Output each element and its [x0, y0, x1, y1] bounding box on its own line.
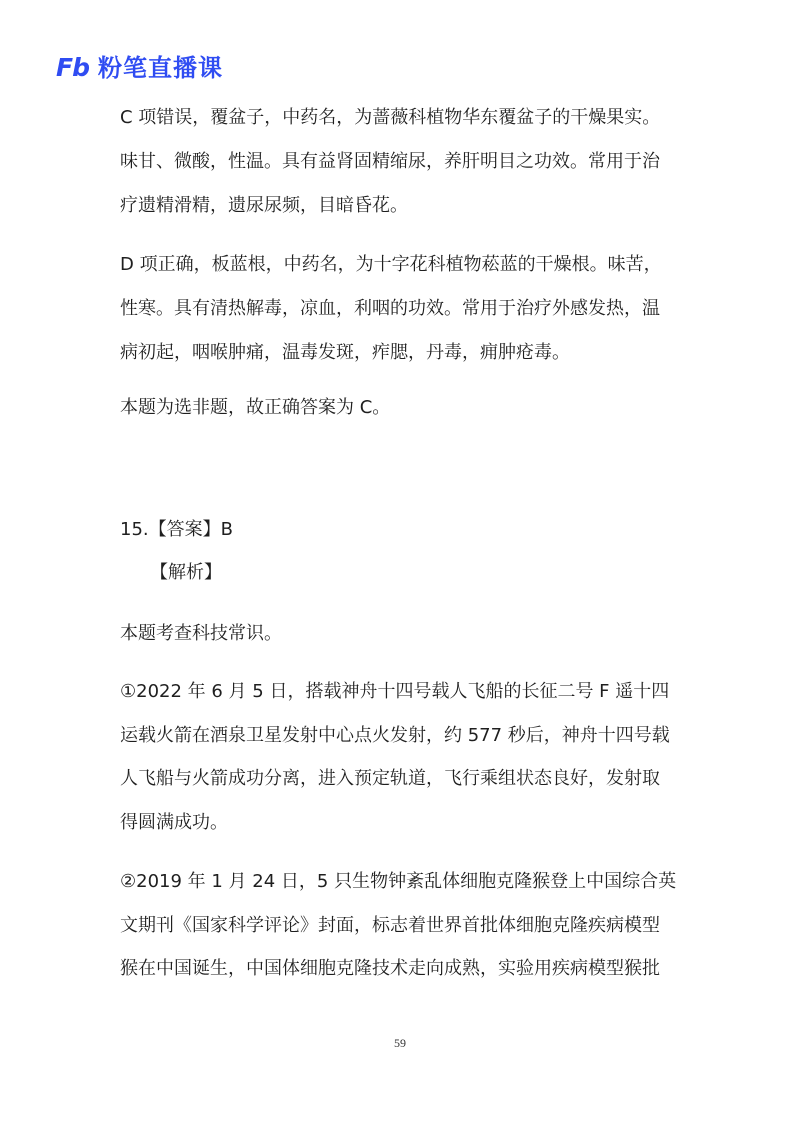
- text-line: 人飞船与火箭成功分离，进入预定轨道，飞行乘组状态良好，发射取: [120, 768, 660, 789]
- item-1-paragraph: [120, 670, 690, 844]
- conclusion-paragraph: [120, 386, 690, 430]
- option-d-paragraph: [120, 243, 690, 375]
- text-line: ②2019 年 1 月 24 日，5 只生物钟紊乱体细胞克隆猴登上中国综合英: [120, 871, 677, 892]
- text-line: D 项正确，板蓝根，中药名，为十字花科植物菘蓝的干燥根。味苦，: [120, 254, 662, 275]
- item-2-paragraph: [120, 860, 690, 991]
- text-line: 味甘、微酸，性温。具有益肾固精缩尿，养肝明目之功效。常用于治: [120, 151, 660, 172]
- text-line: 性寒。具有清热解毒，凉血，利咽的功效。常用于治疗外感发热，温: [120, 298, 660, 319]
- brand-name: 粉笔直播课: [97, 54, 223, 82]
- text-line: C 项错误，覆盆子，中药名，为蔷薇科植物华东覆盆子的干燥果实。: [120, 107, 661, 128]
- question-15-answer: [120, 508, 690, 552]
- text-line: 得圆满成功。: [120, 811, 228, 833]
- analysis-label: [150, 551, 690, 595]
- text-line: 病初起，咽喉肿痛，温毒发斑，痄腮，丹毒，痈肿疮毒。: [120, 342, 570, 363]
- conclusion-text: 本题为选非题，故正确答案为 C。: [120, 397, 391, 418]
- intro-text: 本题考查科技常识。: [120, 623, 282, 644]
- page-number: 59: [394, 1036, 406, 1050]
- text-line: 运载火箭在酒泉卫星发射中心点火发射，约 577 秒后，神舟十四号载: [120, 724, 670, 746]
- fenbi-logo-icon: Fb: [56, 53, 89, 82]
- text-line: ①2022 年 6 月 5 日，搭载神舟十四号载人飞船的长征二号 F 遥十四: [120, 681, 670, 702]
- text-line: 猴在中国诞生，中国体细胞克隆技术走向成熟，实验用疾病模型猴批: [120, 958, 660, 979]
- text-line: 疗遗精滑精，遗尿尿频，目暗昏花。: [120, 195, 408, 216]
- text-line: 文期刊《国家科学评论》封面，标志着世界首批体细胞克隆疾病模型: [120, 914, 660, 936]
- option-c-paragraph: [120, 96, 690, 228]
- answer-text: 15.【答案】B: [120, 519, 233, 540]
- analysis-intro: [120, 612, 690, 656]
- brand-header: [56, 52, 223, 84]
- analysis-label-text: 【解析】: [150, 562, 222, 583]
